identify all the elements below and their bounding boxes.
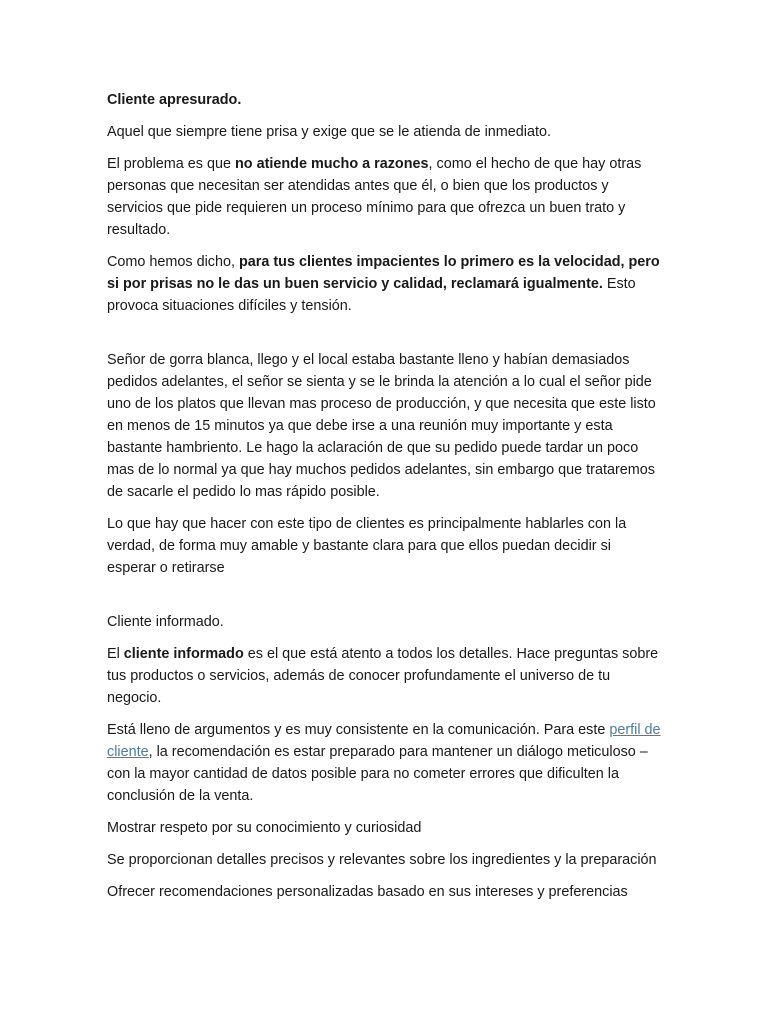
- tip-details: Se proporcionan detalles precisos y relevantes sobre los ingredientes y la preparación: [107, 852, 657, 868]
- recommendation-text-pre: Está lleno de argumentos y es muy consistente en la comunicación. Para este: [107, 722, 610, 738]
- tip-recommendations: Ofrecer recomendaciones personalizadas basado en sus intereses y preferencias: [107, 884, 628, 900]
- informed-recommendation-paragraph: [107, 719, 663, 807]
- perfil-de-cliente-link[interactable]: perfil de cliente: [107, 722, 661, 760]
- informed-text-bold: cliente informado: [123, 646, 244, 662]
- blank-line: [107, 589, 663, 611]
- tip-respect: Mostrar respeto por su conocimiento y curiosidad: [107, 820, 422, 836]
- informed-text-post: es el que está atento a todos los detalles. Hace preguntas sobre tus productos o servicios, además de conocer profundamente el universo de tu negocio.: [107, 646, 659, 706]
- informed-definition-paragraph: [107, 643, 663, 709]
- velocity-text-pre: Como hemos dicho,: [107, 254, 239, 270]
- section-heading-cliente-apresurado: Cliente apresurado.: [107, 92, 242, 108]
- velocity-paragraph: [107, 251, 663, 317]
- informed-text-pre: El: [107, 646, 124, 662]
- section-heading-cliente-informado: Cliente informado.: [107, 614, 224, 630]
- blank-line: [107, 327, 663, 349]
- example-paragraph: Señor de gorra blanca, llego y el local estaba bastante lleno y habían demasiados pedidos adelantes, el señor se sienta y se le brinda la atención a lo cual el señor pide uno de los platos que llevan mas proceso de producción, y que necesita que este listo en menos de 15 minutos ya que debe irse a una reunión muy importante y esta bastante hambriento. Le hago la aclaración de que su pedido puede tardar un poco mas de lo normal ya que hay muchos pedidos adelantes, sin embargo que trataremos de sacarle el pedido lo mas rápido posible.: [107, 352, 656, 500]
- velocity-text-bold: para tus clientes impacientes lo primero es la velocidad, pero si por prisas no le das un buen servicio y calidad, reclamará igualmente.: [107, 254, 660, 292]
- velocity-text-post: Esto provoca situaciones difíciles y tensión.: [107, 276, 636, 314]
- intro-paragraph: Aquel que siempre tiene prisa y exige que se le atienda de inmediato.: [107, 124, 551, 140]
- problem-text-bold: no atiende mucho a razones: [235, 156, 429, 172]
- document-page: [107, 89, 663, 913]
- problem-paragraph: [107, 153, 663, 241]
- recommendation-text-post: , la recomendación es estar preparado para mantener un diálogo meticuloso –con la mayor cantidad de datos posible para no cometer errores que dificulten la conclusión de la venta.: [107, 744, 648, 804]
- advice-paragraph: Lo que hay que hacer con este tipo de clientes es principalmente hablarles con la verdad, de forma muy amable y bastante clara para que ellos puedan decidir si esperar o retirarse: [107, 516, 627, 576]
- problem-text-post: , como el hecho de que hay otras personas que necesitan ser atendidas antes que él, o bien que los productos y servicios que pide requieren un proceso mínimo para que ofrezca un buen trato y resultado.: [107, 156, 642, 238]
- problem-text-pre: El problema es que: [107, 156, 235, 172]
